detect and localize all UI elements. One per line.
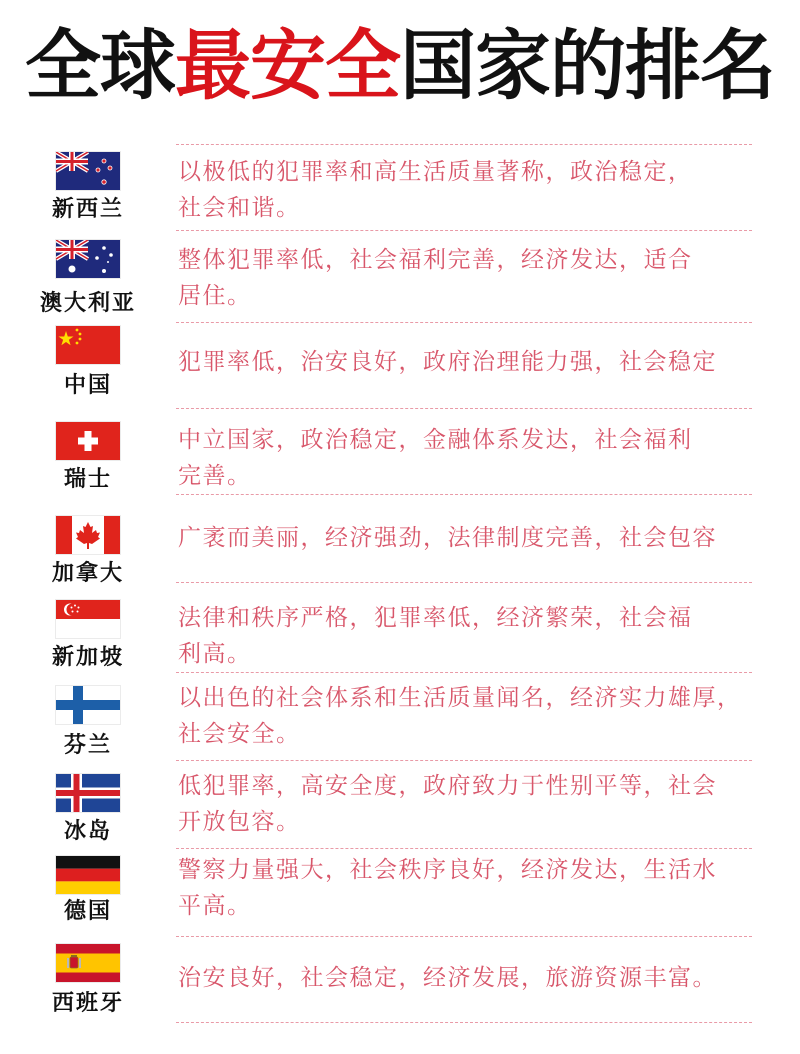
divider (176, 494, 752, 495)
country-name: 瑞士 (63, 466, 112, 492)
divider (176, 322, 752, 323)
divider (176, 144, 752, 145)
divider (176, 848, 752, 849)
finland-flag-icon (56, 686, 120, 724)
canada-flag-icon (56, 516, 120, 554)
spain-flag-icon (56, 944, 120, 982)
australia-flag-icon (56, 240, 120, 278)
country-name: 芬兰 (63, 732, 112, 758)
divider (176, 936, 752, 937)
divider (176, 582, 752, 583)
page-title (0, 18, 800, 114)
country-name: 中国 (63, 372, 112, 398)
country-name: 新西兰 (51, 196, 124, 222)
divider (176, 230, 752, 231)
germany-flag-icon (56, 856, 120, 894)
country-name: 西班牙 (51, 990, 124, 1016)
country-description: 广袤而美丽，经济强劲，法律制度完善，社会包容 (178, 525, 717, 551)
china-flag-icon (56, 326, 120, 364)
country-name: 澳大利亚 (39, 290, 136, 316)
switzerland-flag-icon (56, 422, 120, 460)
title-part-ranking: 国家的排名 (400, 21, 775, 110)
divider (176, 760, 752, 761)
country-description: 警察力量强大，社会秩序良好，经济发达，生活水 平高。 (178, 857, 717, 919)
country-description: 法律和秩序严格，犯罪率低，经济繁荣，社会福 利高。 (178, 605, 693, 667)
country-description: 低犯罪率，高安全度，政府致力于性别平等，社会 开放包容。 (178, 773, 717, 835)
country-description: 整体犯罪率低，社会福利完善，经济发达，适合 居住。 (178, 247, 693, 309)
title-part-safest: 最安全 (175, 21, 400, 110)
country-name: 德国 (63, 898, 112, 924)
title-part-global: 全球 (25, 21, 175, 110)
country-name: 加拿大 (51, 560, 124, 586)
new-zealand-flag-icon (56, 152, 120, 190)
divider (176, 672, 752, 673)
country-description: 犯罪率低，治安良好，政府治理能力强，社会稳定 (178, 349, 717, 375)
divider (176, 408, 752, 409)
singapore-flag-icon (56, 600, 120, 638)
country-name: 冰岛 (63, 818, 112, 844)
iceland-flag-icon (56, 774, 120, 812)
divider (176, 1022, 752, 1023)
country-description: 中立国家，政治稳定，金融体系发达，社会福利 完善。 (178, 427, 693, 489)
country-description: 治安良好，社会稳定，经济发展，旅游资源丰富。 (178, 965, 717, 991)
country-name: 新加坡 (51, 644, 124, 670)
country-description: 以出色的社会体系和生活质量闻名，经济实力雄厚， 社会安全。 (178, 685, 742, 747)
country-description: 以极低的犯罪率和高生活质量著称，政治稳定， 社会和谐。 (178, 159, 693, 221)
